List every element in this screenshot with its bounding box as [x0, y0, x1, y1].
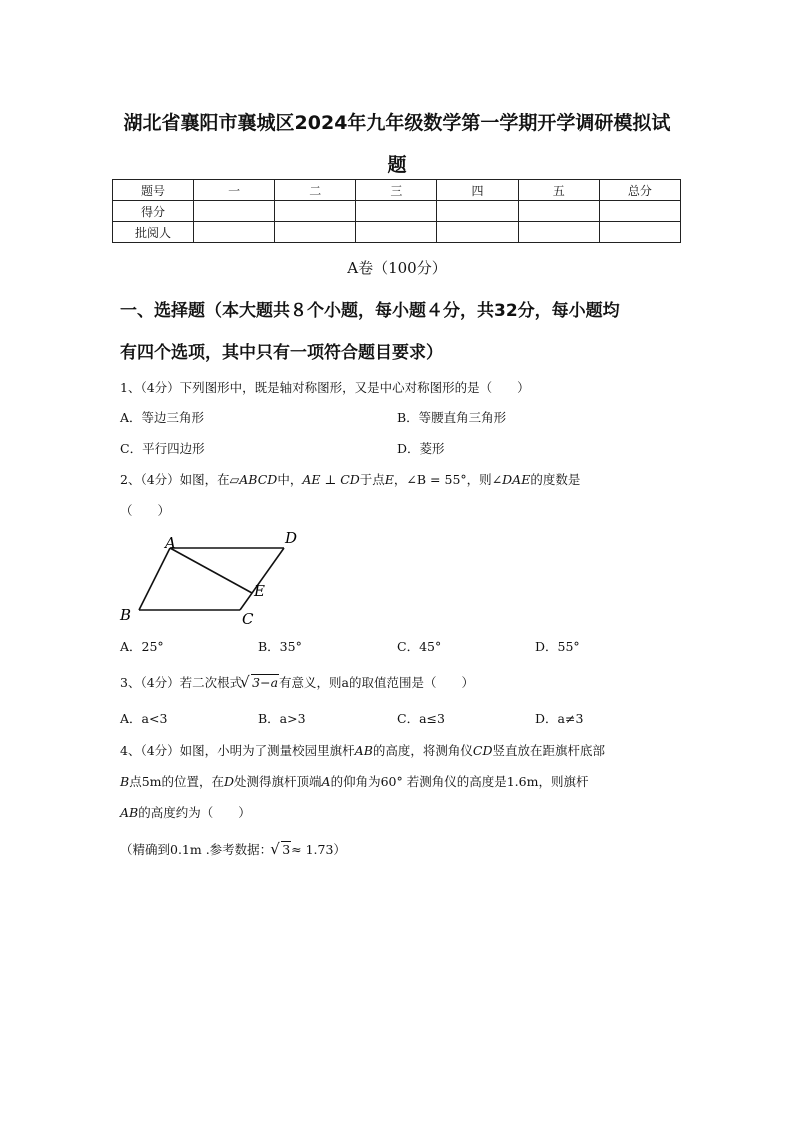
- label-c: C: [242, 610, 254, 628]
- q4-math: A: [321, 774, 331, 789]
- label-d: D: [285, 529, 298, 547]
- q2-text: 2、（4分）如图，在: [120, 472, 230, 487]
- score-header-cell: 三: [356, 180, 437, 201]
- score-cell: [275, 222, 356, 243]
- q4-text: 处测得旗杆顶端: [234, 774, 322, 789]
- question-2-paren: （ ）: [120, 503, 171, 518]
- q3-option-b: B．a>3: [258, 711, 306, 726]
- q3-option-a: A．a<3: [120, 711, 168, 726]
- q2-math: ，∠B = 55°: [393, 472, 467, 487]
- score-cell: [194, 222, 275, 243]
- q4-math: B: [120, 774, 130, 789]
- q1-option-c: C．平行四边形: [120, 441, 205, 456]
- question-4-line3: [120, 803, 251, 821]
- score-table: [112, 179, 681, 243]
- q4-text: 点5m的位置，在: [129, 774, 224, 789]
- question-4-line2: [120, 772, 588, 790]
- score-header-cell: 题号: [113, 180, 194, 201]
- side-cd: [240, 548, 284, 610]
- question-4-line1: [120, 741, 605, 759]
- q3-text: 3、（4分）若二次根式: [120, 675, 243, 690]
- score-row-label: 得分: [113, 201, 194, 222]
- q3-text: 有意义，则a的取值范围是（ ）: [279, 675, 474, 690]
- segment-ae: [170, 548, 252, 593]
- q1-option-b: B．等腰直角三角形: [397, 410, 507, 425]
- q3-option-c: C．a≤3: [397, 711, 445, 726]
- q4-note-text: ≈ 1.73）: [291, 842, 346, 857]
- q2-option-d: D．55°: [535, 639, 580, 654]
- q2-text: 于点: [359, 472, 385, 487]
- q4-text: 的高度，将测角仪: [372, 743, 473, 758]
- paper-a-heading: A卷（100分）: [347, 259, 447, 277]
- score-table-row: [113, 222, 681, 243]
- label-e: E: [254, 582, 265, 600]
- q4-text: 的高度约为（ ）: [138, 805, 251, 820]
- q4-math: AB: [120, 805, 139, 820]
- score-cell: [194, 201, 275, 222]
- q3-option-d: D．a≠3: [535, 711, 584, 726]
- q2-option-a: A．25°: [120, 639, 164, 654]
- score-cell: [356, 201, 437, 222]
- section-heading-line1: 一、选择题（本大题共８个小题，每小题４分，共32分，每小题均: [120, 301, 620, 321]
- parallelogram-symbol: ▱: [229, 472, 240, 487]
- q4-math: AB: [354, 743, 373, 758]
- q1-option-d: D．菱形: [397, 441, 445, 456]
- sqrt-symbol: [242, 675, 279, 690]
- score-row-label: 批阅人: [113, 222, 194, 243]
- section-heading-line2: 有四个选项，其中只有一项符合题目要求）: [120, 343, 443, 363]
- question-3-stem: [120, 673, 474, 691]
- q2-option-c: C．45°: [397, 639, 442, 654]
- score-header-cell: 总分: [599, 180, 680, 201]
- score-header-cell: 二: [275, 180, 356, 201]
- score-cell: [437, 222, 518, 243]
- q4-text: 4、（4分）如图，小明为了测量校园里旗杆: [120, 743, 355, 758]
- q4-note-radicand: 3: [282, 842, 291, 857]
- side-ab: [139, 548, 170, 610]
- question-1-stem: 1、（4分）下列图形中，既是轴对称图形，又是中心对称图形的是（ ）: [120, 380, 530, 395]
- q2-math: ∠DAE: [491, 472, 531, 487]
- exam-title-line1: 湖北省襄阳市襄城区2024年九年级数学第一学期开学调研模拟试: [123, 112, 671, 134]
- q4-math: D: [224, 774, 235, 789]
- q2-math: ABCD: [239, 472, 278, 487]
- q3-radicand: 3−a: [252, 675, 279, 690]
- q2-text: 的度数是: [530, 472, 581, 487]
- score-table-header-row: [113, 180, 681, 201]
- label-a: A: [165, 534, 176, 552]
- score-cell: [356, 222, 437, 243]
- q2-math: ⊥: [320, 472, 341, 487]
- score-cell: [599, 201, 680, 222]
- label-b: B: [120, 606, 132, 624]
- exam-title-line2: 题: [387, 154, 407, 176]
- q2-text: 中，: [277, 472, 303, 487]
- score-cell: [275, 201, 356, 222]
- score-table-row: [113, 201, 681, 222]
- q2-option-b: B．35°: [258, 639, 302, 654]
- question-2-stem: [120, 470, 580, 488]
- score-header-cell: 四: [437, 180, 518, 201]
- score-header-cell: 一: [194, 180, 275, 201]
- score-cell: [599, 222, 680, 243]
- q4-math: CD: [472, 743, 493, 758]
- score-cell: [518, 201, 599, 222]
- q4-text: 竖直放在距旗杆底部: [492, 743, 606, 758]
- question-4-note: [120, 840, 346, 858]
- score-cell: [437, 201, 518, 222]
- sqrt-symbol: [272, 842, 291, 857]
- q4-text: 的仰角为60° 若测角仪的高度是1.6m，则旗杆: [330, 774, 589, 789]
- q2-math: CD: [340, 472, 360, 487]
- q2-text: ，则: [466, 472, 492, 487]
- q4-note-text: （精确到0.1m .参考数据：: [120, 842, 273, 857]
- parallelogram-figure: [112, 528, 312, 628]
- score-cell: [518, 222, 599, 243]
- q2-math: E: [384, 472, 394, 487]
- q2-math: AE: [302, 472, 321, 487]
- q1-option-a: A．等边三角形: [120, 410, 205, 425]
- score-header-cell: 五: [518, 180, 599, 201]
